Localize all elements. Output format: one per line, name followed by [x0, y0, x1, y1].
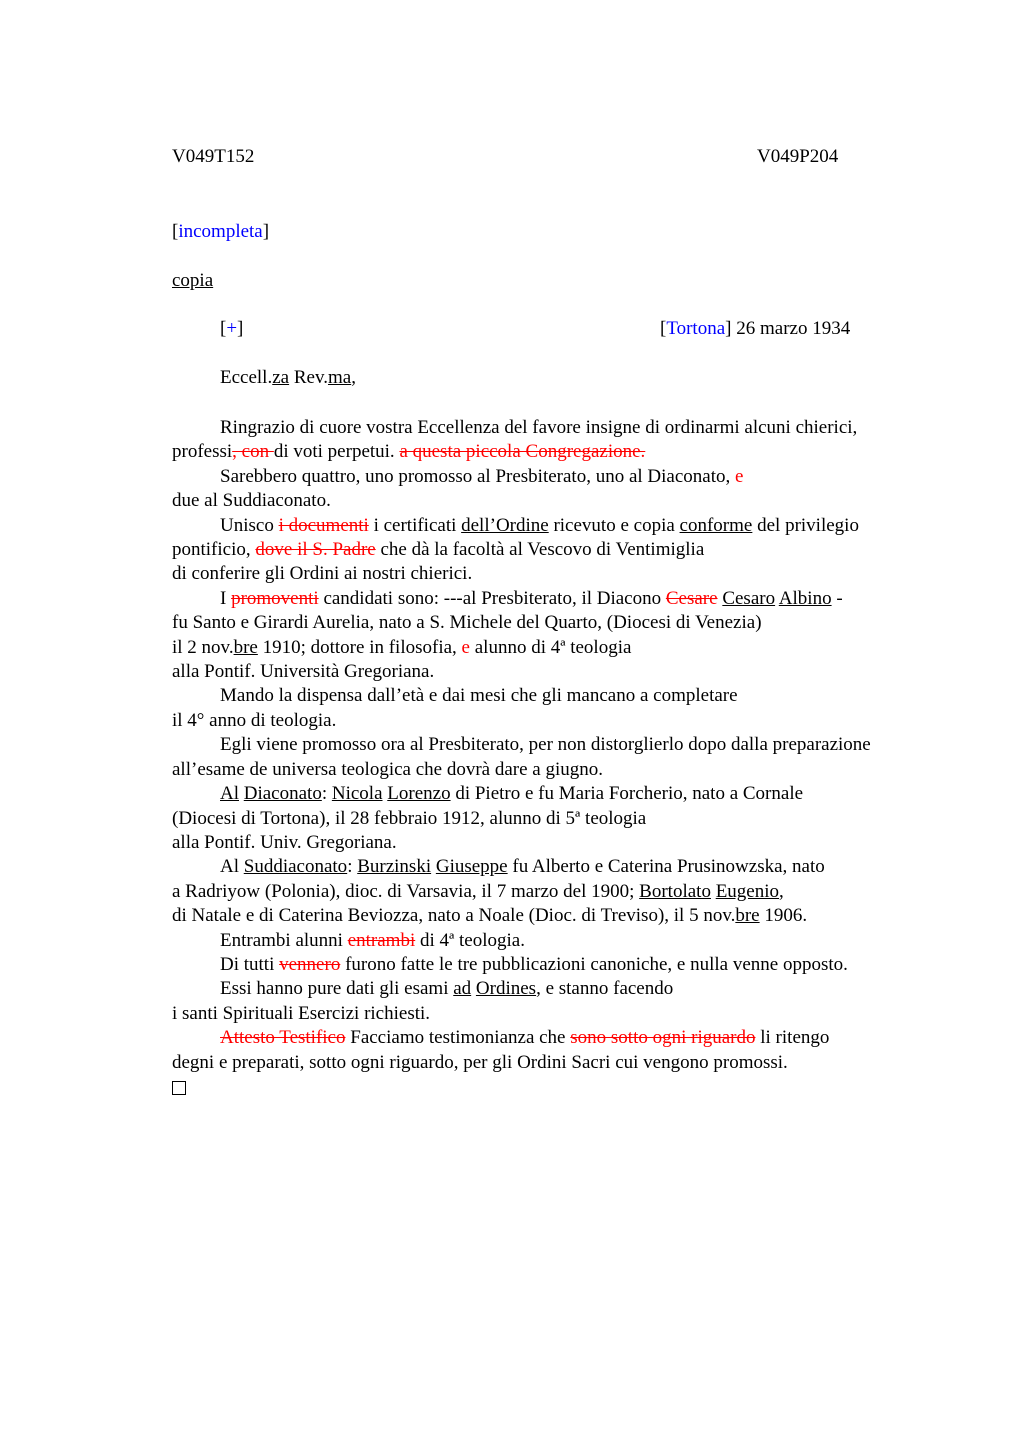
body-line: Entrambi alunni entrambi di 4ª teologia.: [220, 929, 525, 951]
body-line: professi, con di voti perpetui. a questa piccola Congregazione.: [172, 441, 646, 463]
body-line: i santi Spirituali Esercizi richiesti.: [172, 1002, 431, 1024]
body-line: degni e preparati, sotto ogni riguardo, per gli Ordini Sacri cui vengono promossi.: [172, 1051, 788, 1073]
body-line: Sarebbero quattro, uno promosso al Presbiterato, uno al Diaconato, e: [220, 465, 744, 487]
body-line: alla Pontif. Università Gregoriana.: [172, 661, 435, 683]
body-line: Unisco i documenti i certificati dell’Ordine ricevuto e copia conforme del privilegio: [220, 514, 859, 536]
place-date-line: [Tortona] 26 marzo 1934: [660, 318, 851, 339]
body-line: [172, 1075, 907, 1102]
body-line: Essi hanno pure dati gli esami ad Ordines, e stanno facendo: [220, 978, 674, 1000]
body-line: pontificio, dove il S. Padre che dà la facoltà al Vescovo di Ventimiglia: [172, 539, 705, 561]
body-line: alla Pontif. Univ. Gregoriana.: [172, 831, 397, 853]
copy-label: copia: [172, 270, 214, 291]
body-line: di Natale e di Caterina Beviozza, nato a Noale (Dioc. di Treviso), il 5 nov.bre 1906.: [172, 905, 808, 927]
body-line: a Radriyow (Polonia), dioc. di Varsavia, il 7 marzo del 1900; Bortolato Eugenio,: [172, 880, 784, 902]
place-name: Tortona: [666, 318, 726, 339]
salutation: Eccell.za Rev.ma,: [220, 367, 356, 388]
body-line: il 4° anno di teologia.: [172, 709, 337, 731]
plus-marker: [+]: [220, 318, 244, 339]
document-code-right: V049P204: [757, 146, 839, 167]
body-line: Al Suddiaconato: Burzinski Giuseppe fu Alberto e Caterina Prusinowzska, nato: [220, 856, 825, 878]
body-line: Ringrazio di cuore vostra Eccellenza del favore insigne di ordinarmi alcuni chierici,: [220, 417, 858, 438]
body-line: all’esame de universa teologica che dovrà dare a giugno.: [172, 758, 604, 780]
body-line: di conferire gli Ordini ai nostri chierici.: [172, 563, 473, 585]
body-line: fu Santo e Girardi Aurelia, nato a S. Michele del Quarto, (Diocesi di Venezia): [172, 612, 762, 634]
body-line: Al Diaconato: Nicola Lorenzo di Pietro e fu Maria Forcherio, nato a Cornale: [220, 783, 804, 805]
body-line: Di tutti vennero furono fatte le tre pubblicazioni canoniche, e nulla venne opposto.: [220, 953, 848, 975]
body-line: Mando la dispensa dall’età e dai mesi che gli mancano a completare: [220, 685, 738, 707]
body-line: Attesto Testifico Facciamo testimonianza che sono sotto ogni riguardo li ritengo: [220, 1027, 830, 1049]
body-line: Egli viene promosso ora al Presbiterato, per non distorglierlo dopo dalla preparazione: [220, 734, 871, 756]
document-code-left: V049T152: [172, 146, 255, 167]
body-line: I promoventi candidati sono: ---al Presbiterato, il Diacono Cesare Cesaro Albino -: [220, 587, 843, 609]
body-line: (Diocesi di Tortona), il 28 febbraio 1912, alunno di 5ª teologia: [172, 807, 647, 829]
end-box-icon: [172, 1081, 186, 1095]
letter-body: [172, 416, 907, 1102]
status-label: incompleta: [178, 221, 263, 242]
status-note: [incompleta]: [172, 221, 270, 242]
body-line: due al Suddiaconato.: [172, 490, 331, 512]
body-line: il 2 nov.bre 1910; dottore in filosofia, e alunno di 4ª teologia: [172, 636, 632, 658]
letter-date: 26 marzo 1934: [731, 318, 851, 339]
